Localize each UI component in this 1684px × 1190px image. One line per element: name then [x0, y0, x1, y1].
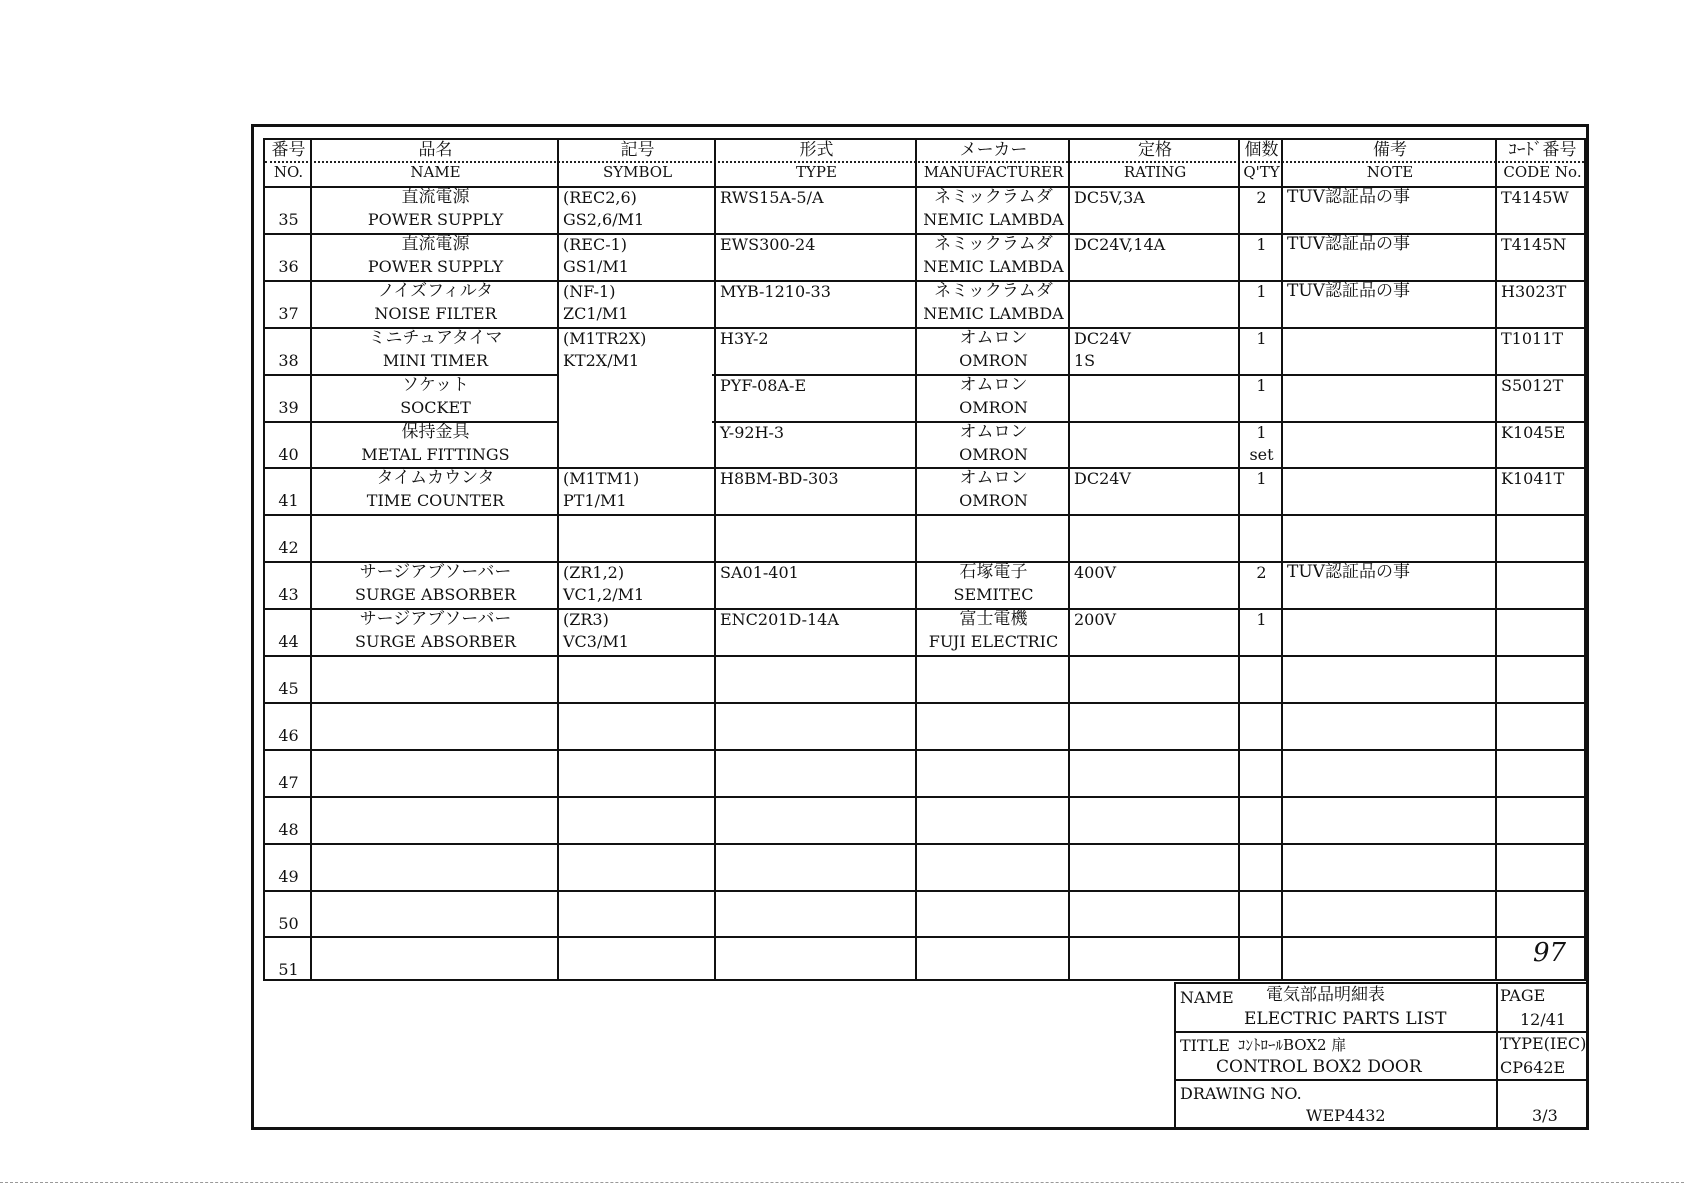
header-6-en: Q'TY	[1243, 163, 1280, 181]
manufacturer-jp: オムロン	[959, 327, 1028, 348]
manufacturer-en: NEMIC LAMBDA	[923, 256, 1064, 276]
symbol-line-1: (ZR1,2)	[563, 563, 625, 583]
row-number: 36	[278, 256, 299, 276]
header-2-en: SYMBOL	[602, 163, 673, 181]
qty-value: 1	[1256, 281, 1267, 301]
part-name-en: POWER SUPPLY	[367, 256, 504, 276]
page-label: PAGE	[1500, 986, 1546, 1005]
qty-value: 1	[1256, 234, 1267, 254]
type-value: Y-92H-3	[720, 422, 785, 442]
rating-line-1: DC24V,14A	[1074, 234, 1166, 254]
manufacturer-en: OMRON	[959, 397, 1028, 417]
title-block	[1174, 982, 1586, 1127]
row-number: 35	[278, 210, 299, 229]
symbol-line-2: VC3/M1	[563, 632, 629, 652]
name-en: ELECTRIC PARTS LIST	[1244, 1009, 1447, 1029]
code-value: S5012T	[1501, 375, 1564, 395]
row-rule	[265, 936, 1584, 938]
name-label: NAME	[1180, 988, 1234, 1007]
part-name-en: METAL FITTINGS	[361, 444, 510, 464]
part-name-jp: ノイズフィルタ	[377, 280, 494, 301]
row-rule	[265, 749, 1584, 751]
row-number: 51	[278, 960, 299, 980]
drawing-label: DRAWING NO.	[1180, 1084, 1302, 1103]
sheet-value: 3/3	[1532, 1106, 1558, 1125]
row-rule	[265, 843, 1584, 845]
part-name-en: TIME COUNTER	[366, 491, 505, 511]
rating-line-1: DC24V	[1074, 328, 1131, 348]
code-value: T1011T	[1501, 328, 1564, 348]
title-block-rule	[1176, 1031, 1586, 1033]
part-name-en: POWER SUPPLY	[367, 210, 504, 229]
row-number: 39	[278, 397, 299, 417]
header-8-jp: ｺｰﾄﾞ番号	[1508, 140, 1577, 160]
rating-line-1: 400V	[1074, 563, 1117, 583]
type-value: MYB-1210-33	[720, 281, 831, 301]
part-name-en: MINI TIMER	[382, 350, 489, 370]
manufacturer-jp: オムロン	[959, 468, 1028, 489]
row-rule	[265, 890, 1584, 892]
column-divider	[1238, 140, 1240, 979]
row-number: 41	[278, 491, 299, 511]
qty-value: 1	[1256, 469, 1267, 489]
header-4-en: MANUFACTURER	[923, 163, 1064, 181]
manufacturer-en: OMRON	[959, 491, 1028, 511]
symbol-line-2: ZC1/M1	[563, 303, 629, 323]
code-value: T4145N	[1501, 234, 1567, 254]
qty-value: 2	[1256, 563, 1267, 583]
note-value: TUV認証品の事	[1287, 187, 1410, 207]
part-name-jp: サージアブソーバー	[359, 609, 512, 630]
drawing-value: WEP4432	[1306, 1106, 1386, 1125]
header-3-jp: 形式	[799, 140, 834, 160]
manufacturer-jp: 富士電機	[959, 609, 1028, 630]
row-number: 44	[278, 632, 299, 652]
row-rule	[265, 514, 1584, 516]
rating-line-1: DC24V	[1074, 469, 1131, 489]
manufacturer-en: NEMIC LAMBDA	[923, 210, 1064, 229]
symbol-line-1: (REC2,6)	[563, 188, 637, 207]
manufacturer-jp: 石塚電子	[959, 562, 1028, 583]
column-divider	[1281, 140, 1283, 979]
header-3-en: TYPE	[796, 163, 837, 181]
symbol-line-1: (M1TR2X)	[563, 328, 647, 348]
manufacturer-en: OMRON	[959, 444, 1028, 464]
symbol-line-2: GS1/M1	[563, 256, 629, 276]
row-number: 42	[278, 538, 299, 558]
part-name-jp: 直流電源	[401, 233, 470, 254]
rating-line-1: 200V	[1074, 610, 1117, 630]
header-1-en: NAME	[410, 163, 461, 181]
manufacturer-en: SEMITEC	[953, 585, 1034, 605]
header-5-jp: 定格	[1138, 140, 1172, 160]
note-value: TUV認証品の事	[1287, 280, 1410, 301]
scan-edge-line	[0, 1182, 1684, 1183]
manufacturer-en: OMRON	[959, 350, 1028, 370]
merged-cell-mask	[559, 420, 712, 424]
type-label: TYPE(IEC)	[1500, 1034, 1587, 1053]
symbol-line-2: VC1,2/M1	[563, 585, 645, 605]
manufacturer-jp: オムロン	[959, 421, 1028, 442]
title-block-divider	[1496, 984, 1498, 1127]
part-name-en: SOCKET	[400, 397, 471, 417]
row-number: 40	[278, 444, 299, 464]
symbol-line-2: GS2,6/M1	[563, 210, 645, 229]
qty-value: 1	[1256, 328, 1267, 348]
manufacturer-jp: オムロン	[959, 374, 1028, 395]
header-7-jp: 備考	[1373, 140, 1407, 160]
rating-line-1: DC5V,3A	[1074, 188, 1145, 207]
handwritten-mark: 97	[1533, 938, 1567, 969]
type-value: SA01-401	[720, 563, 799, 583]
manufacturer-jp: ネミックラムダ	[934, 280, 1053, 301]
rating-line-2: 1S	[1074, 350, 1096, 370]
header-7-en: NOTE	[1366, 163, 1414, 181]
parts-table	[263, 138, 1586, 981]
part-name-en: SURGE ABSORBER	[355, 632, 516, 652]
manufacturer-en: NEMIC LAMBDA	[923, 303, 1064, 323]
row-number: 50	[278, 913, 299, 933]
row-number: 45	[278, 679, 299, 698]
title-en: CONTROL BOX2 DOOR	[1216, 1057, 1422, 1077]
column-divider	[714, 140, 716, 979]
part-name-jp: ミニチュアタイマ	[368, 327, 503, 348]
code-value: K1041T	[1501, 469, 1565, 489]
row-number: 49	[278, 866, 299, 886]
row-number: 38	[278, 350, 299, 370]
code-value: T4145W	[1501, 188, 1569, 207]
code-value: H3023T	[1501, 281, 1567, 301]
type-value: RWS15A-5/A	[720, 188, 824, 207]
note-value: TUV認証品の事	[1287, 562, 1410, 583]
row-rule	[265, 655, 1584, 657]
manufacturer-jp: ネミックラムダ	[934, 187, 1053, 207]
symbol-line-2: PT1/M1	[563, 491, 627, 511]
symbol-line-2: KT2X/M1	[563, 350, 640, 370]
part-name-en: NOISE FILTER	[374, 303, 497, 323]
title-label: TITLE	[1180, 1036, 1230, 1055]
part-name-jp: サージアブソーバー	[359, 562, 512, 583]
name-jp: 電気部品明細表	[1266, 985, 1385, 1005]
symbol-line-1: (REC-1)	[563, 234, 628, 254]
type-value: H8BM-BD-303	[720, 469, 839, 489]
part-name-jp: ソケット	[402, 374, 469, 395]
column-divider	[1495, 140, 1497, 979]
code-value: K1045E	[1501, 422, 1566, 442]
symbol-line-1: (NF-1)	[563, 281, 616, 301]
part-name-en: SURGE ABSORBER	[355, 585, 516, 605]
title-block-rule	[1176, 1079, 1586, 1081]
qty-value: 1	[1256, 375, 1267, 395]
type-value: EWS300-24	[720, 234, 816, 254]
row-number: 47	[278, 772, 299, 792]
row-number: 46	[278, 725, 299, 745]
qty-value: 1	[1256, 610, 1267, 630]
manufacturer-jp: ネミックラムダ	[934, 233, 1053, 254]
header-5-en: RATING	[1123, 163, 1187, 181]
type-value: CP642E	[1500, 1058, 1566, 1077]
qty-unit: set	[1249, 444, 1274, 464]
header-4-jp: メーカー	[959, 140, 1028, 160]
type-value: PYF-08A-E	[720, 375, 807, 395]
header-0-en: NO.	[273, 163, 304, 181]
qty-value: 2	[1256, 188, 1267, 207]
symbol-line-1: (ZR3)	[563, 610, 609, 630]
part-name-jp: 保持金具	[401, 421, 470, 442]
symbol-line-1: (M1TM1)	[563, 469, 640, 489]
qty-value: 1	[1256, 422, 1267, 442]
part-name-jp: 直流電源	[401, 187, 470, 207]
row-rule	[265, 702, 1584, 704]
header-2-jp: 記号	[620, 140, 655, 160]
type-value: H3Y-2	[720, 328, 769, 348]
header-1-jp: 品名	[418, 140, 453, 160]
header-8-en: CODE No.	[1503, 163, 1582, 181]
manufacturer-en: FUJI ELECTRIC	[928, 632, 1059, 652]
row-rule	[265, 796, 1584, 798]
merged-cell-mask	[559, 373, 712, 377]
header-0-jp: 番号	[271, 140, 306, 160]
row-number: 37	[278, 303, 299, 323]
page-value: 12/41	[1520, 1010, 1567, 1029]
header-6-jp: 個数	[1244, 140, 1279, 160]
row-number: 48	[278, 819, 299, 839]
type-value: ENC201D-14A	[720, 610, 839, 630]
title-jp: ｺﾝﾄﾛｰﾙBOX2 扉	[1238, 1036, 1347, 1054]
note-value: TUV認証品の事	[1287, 233, 1410, 254]
part-name-jp: タイムカウンタ	[376, 468, 495, 489]
row-number: 43	[278, 585, 299, 605]
